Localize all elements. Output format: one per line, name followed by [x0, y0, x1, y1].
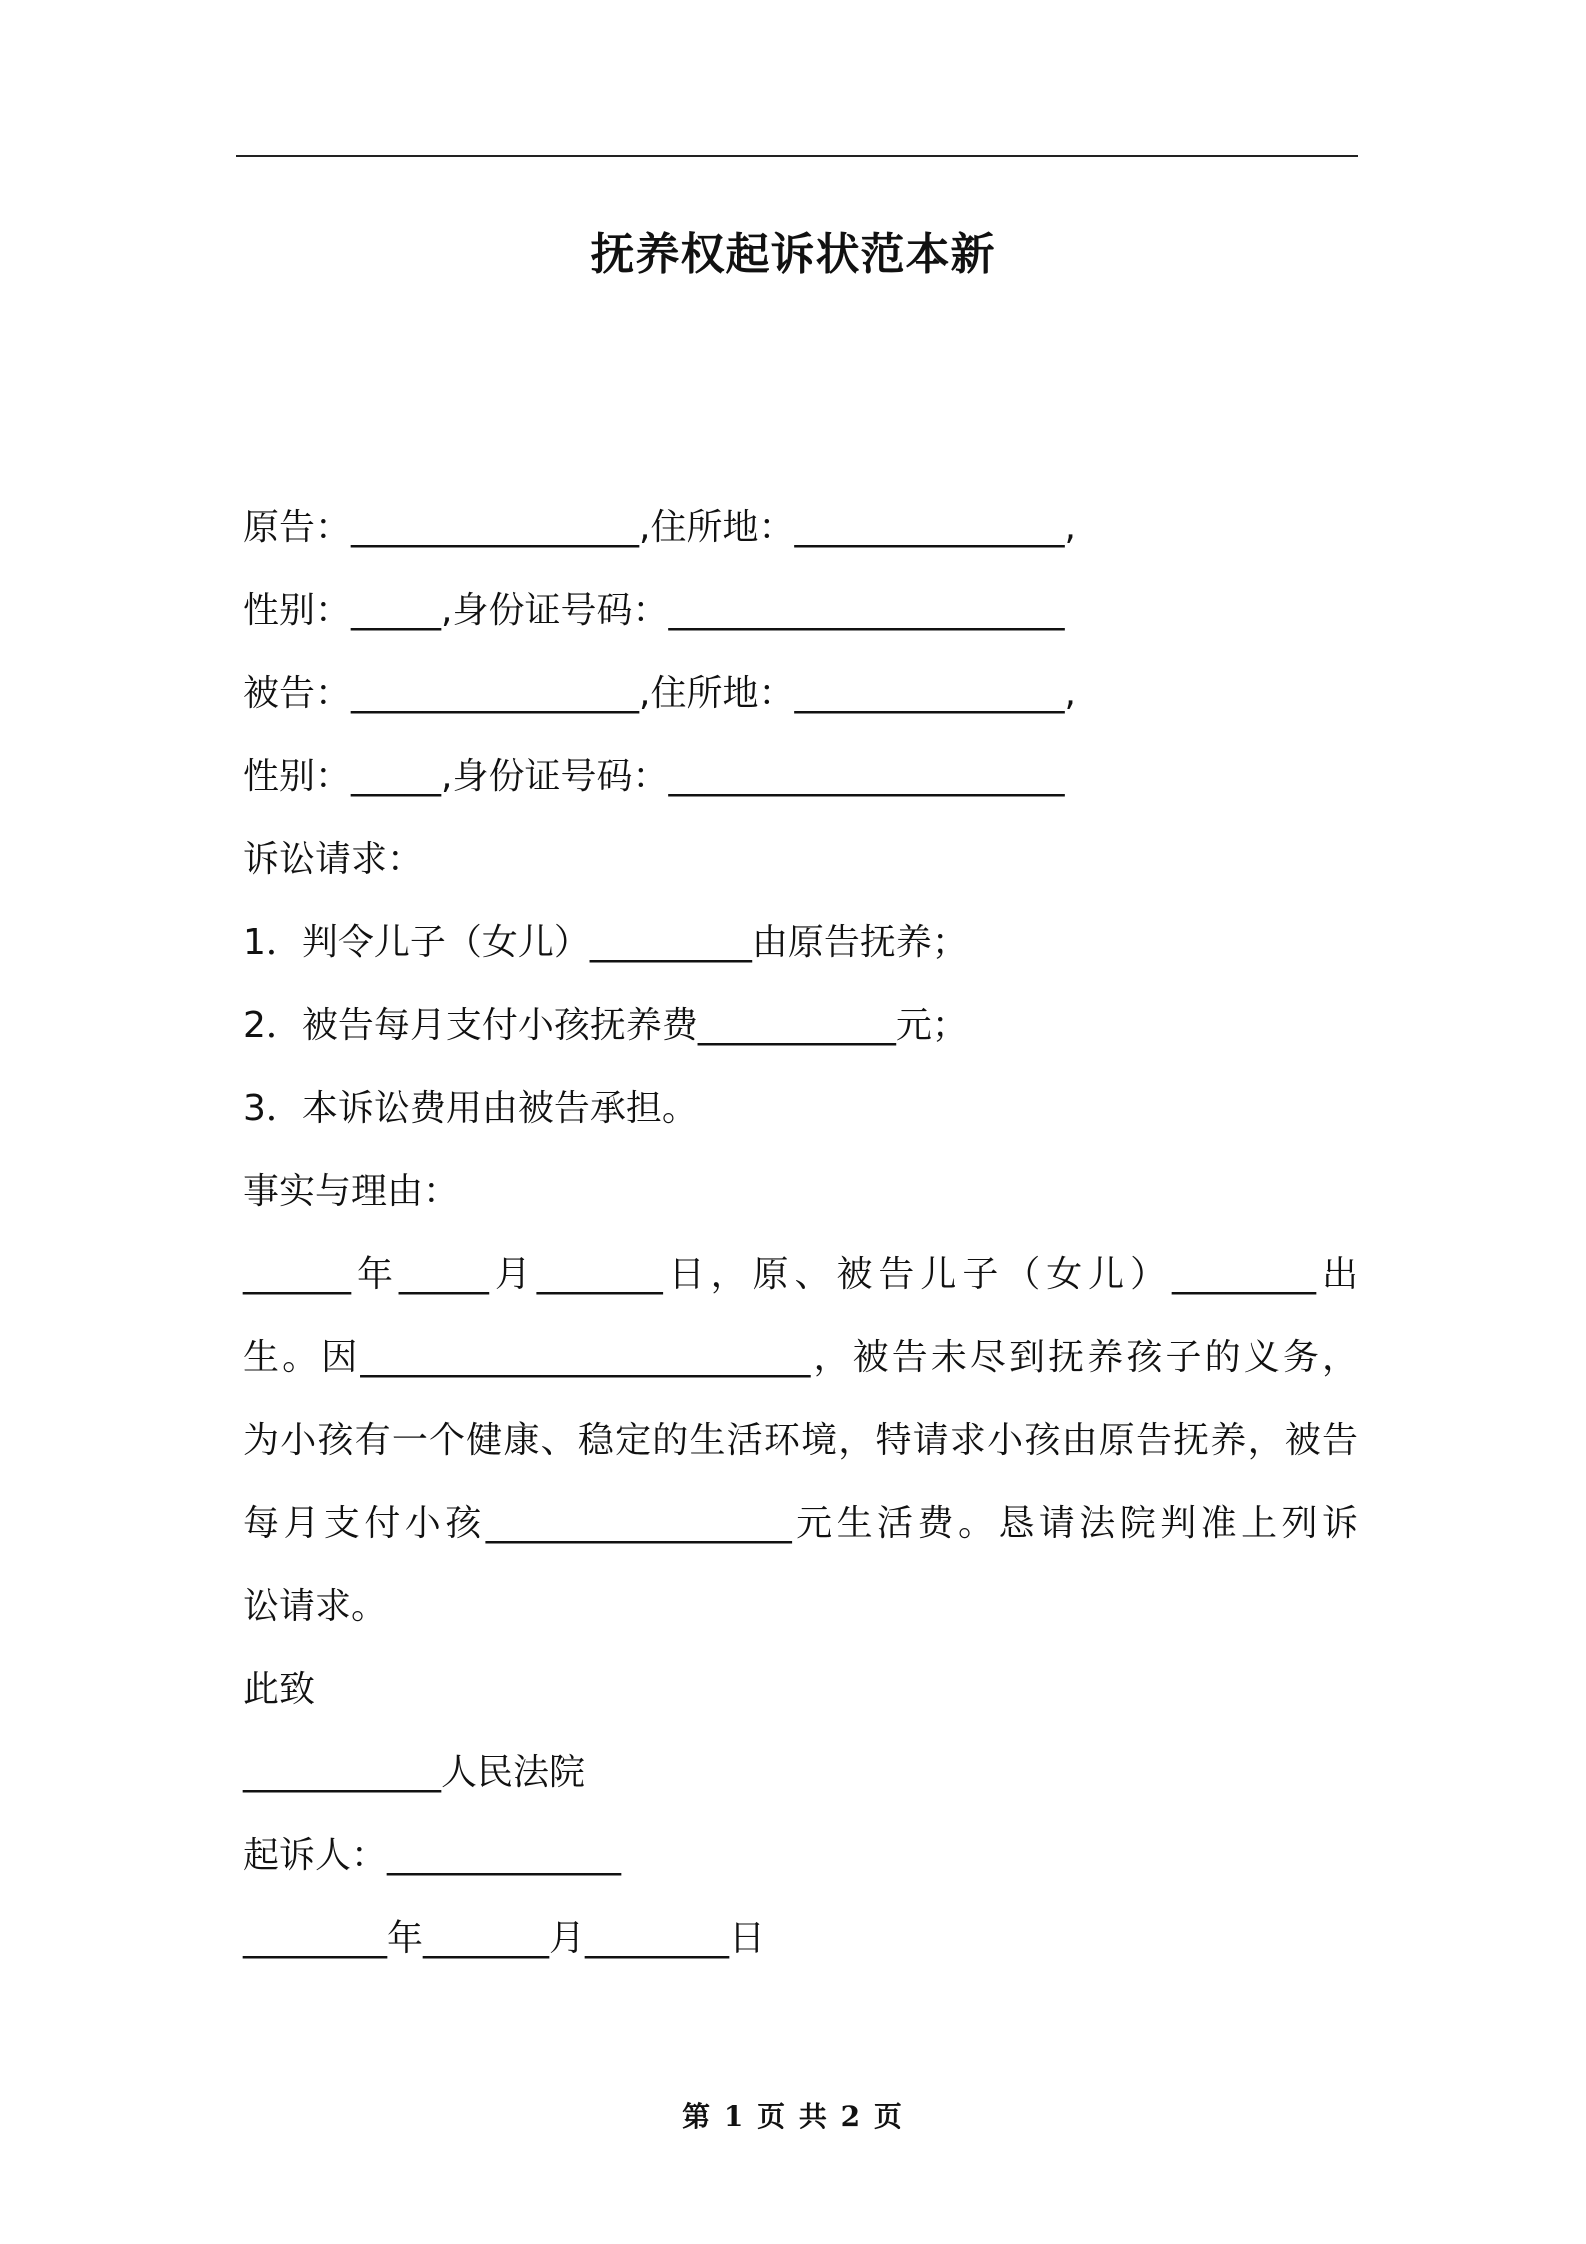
- header-rule: [236, 155, 1358, 157]
- facts-paragraph-line-5: 讼请求。: [243, 1586, 388, 1627]
- facts-paragraph-line-1: ______年_____月_______日，原、被告儿子（女儿）________出: [243, 1254, 1358, 1295]
- salutation: 此致: [243, 1669, 316, 1710]
- document-title: 抚养权起诉状范本新: [590, 229, 996, 280]
- plaintiff-gender-id-line: 性别：_____,身份证号码：______________________: [243, 590, 1065, 631]
- defendant-gender-id-line: 性别：_____,身份证号码：______________________: [243, 756, 1065, 797]
- page-footer: 第 1 页 共 2 页: [682, 2100, 904, 2133]
- facts-paragraph-line-3: 为小孩有一个健康、稳定的生活环境，特请求小孩由原告抚养，被告: [243, 1420, 1358, 1461]
- court-line: ___________人民法院: [243, 1752, 586, 1793]
- defendant-line: 被告：________________,住所地：_______________,: [243, 673, 1076, 714]
- claim-item-2: 2．被告每月支付小孩抚养费___________元；: [243, 1005, 968, 1046]
- plaintiff-line: 原告：________________,住所地：_______________,: [243, 507, 1076, 548]
- facts-paragraph-line-4: 每月支付小孩_________________元生活费。恳请法院判准上列诉: [243, 1503, 1358, 1544]
- claims-heading: 诉讼请求：: [243, 839, 424, 880]
- facts-heading: 事实与理由：: [243, 1171, 460, 1212]
- facts-paragraph-line-2: 生。因_________________________，被告未尽到抚养孩子的义务，: [243, 1337, 1358, 1378]
- claim-item-3: 3．本诉讼费用由被告承担。: [243, 1088, 698, 1129]
- date-line: ________年_______月________日: [243, 1918, 765, 1959]
- document-body: [243, 492, 1358, 1986]
- plaintiff-signature-line: 起诉人：_____________: [243, 1835, 622, 1876]
- claim-item-1: 1．判令儿子（女儿）_________由原告抚养；: [243, 922, 968, 963]
